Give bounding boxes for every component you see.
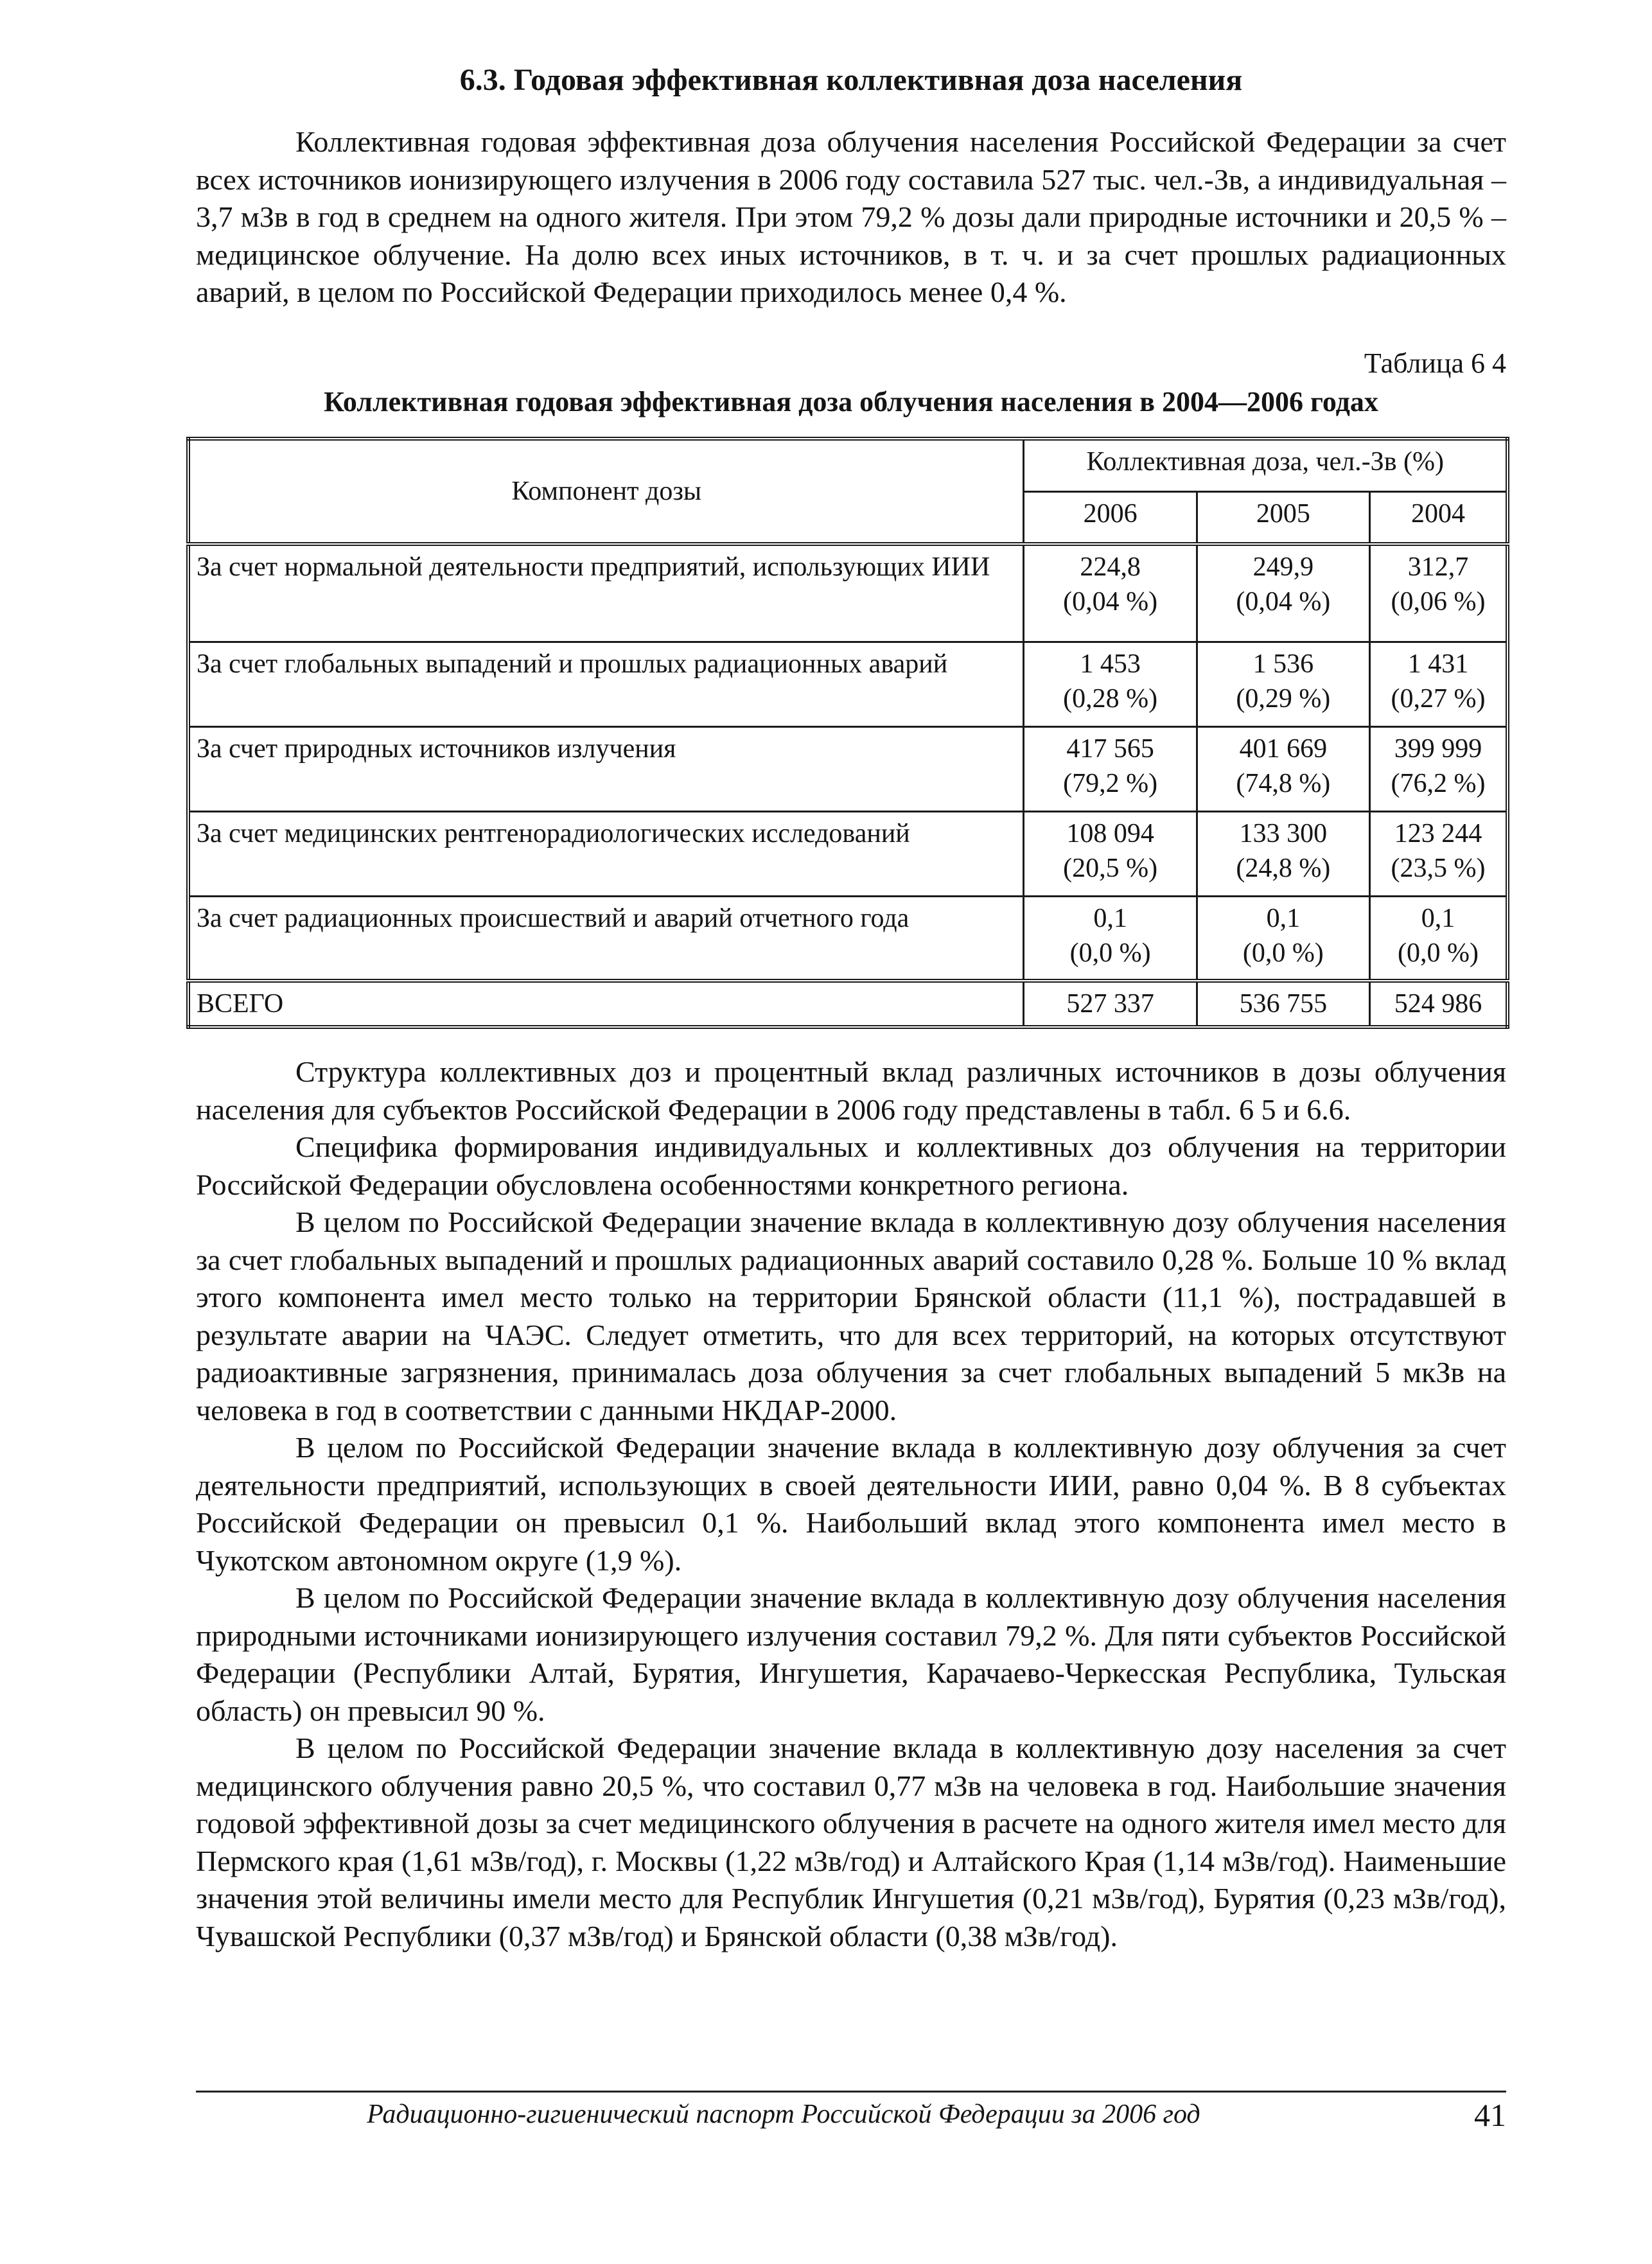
total-label: ВСЕГО: [188, 981, 1024, 1027]
value-cell: 1 431 (0,27 %): [1369, 642, 1507, 726]
footer-title: Радиационно-гигиенический паспорт Российской Федерации за 2006 год: [367, 2100, 1200, 2129]
paragraph: В целом по Российской Федерации значение вклада в коллективную дозу облучения за счет деятельности предприятий, использующих в своей деятельности ИИИ, равно 0,04 %. В 8 субъектах Российской Федерации он превысил 0,1 %. Наибольший вклад этого компонента имел место в Чукотском автономном округе (1,9 %).: [196, 1431, 1506, 1577]
value-cell: 0,1 (0,0 %): [1197, 896, 1369, 981]
total-value: 524 986: [1369, 981, 1507, 1027]
column-header-year: 2006: [1024, 491, 1197, 544]
value-cell: 224,8 (0,04 %): [1024, 544, 1197, 642]
intro-paragraph: Коллективная годовая эффективная доза облучения населения Российской Федерации за счет всех источников ионизирующего излучения в 2006 году составила 527 тыс. чел.-Зв, а индивидуальная – 3,7 мЗв в год в среднем на одного жителя. При этом 79,2 % дозы дали природные источники и 20,5 % – медицинское облучение. На долю всех иных источников, в т. ч. и за счет прошлых радиационных аварий, в целом по Российской Федерации приходилось менее 0,4 %.: [196, 125, 1506, 308]
column-header-component: Компонент дозы: [188, 439, 1024, 544]
table-header-row: [188, 439, 1507, 491]
intro-block: [196, 123, 1506, 312]
value-cell: 401 669 (74,8 %): [1197, 726, 1369, 811]
table-total-row: [188, 981, 1507, 1027]
paragraph: В целом по Российской Федерации значение вклада в коллективную дозу населения за счет медицинского облучения равно 20,5 %, что составил 0,77 мЗв на человека в год. Наибольшие значения годовой эффективной дозы за счет медицинского облучения в расчете на одного жителя имел место для Пермского края (1,61 мЗв/год), г. Москвы (1,22 мЗв/год) и Алтайского Края (1,14 мЗв/год). Наименьшие значения этой величины имели место для Республик Ингушетия (0,21 мЗв/год), Бурятия (0,23 мЗв/год), Чувашской Республики (0,37 мЗв/год) и Брянской области (0,38 мЗв/год).: [196, 1732, 1506, 1952]
row-label: За счет нормальной деятельности предприятий, использующих ИИИ: [188, 544, 1024, 642]
value-cell: 1 453 (0,28 %): [1024, 642, 1197, 726]
dose-table: [186, 437, 1509, 1029]
value-cell: 312,7 (0,06 %): [1369, 544, 1507, 642]
body-text: [196, 1053, 1506, 1955]
row-label: За счет радиационных происшествий и аварий отчетного года: [188, 896, 1024, 981]
table-row: [188, 544, 1507, 642]
table-row: [188, 896, 1507, 981]
value-cell: 417 565 (79,2 %): [1024, 726, 1197, 811]
table-row: [188, 811, 1507, 896]
value-cell: 108 094 (20,5 %): [1024, 811, 1197, 896]
table-row: [188, 642, 1507, 726]
row-label: За счет природных источников излучения: [188, 726, 1024, 811]
column-header-year: 2004: [1369, 491, 1507, 544]
footer-rule: [196, 2091, 1506, 2093]
value-cell: 0,1 (0,0 %): [1024, 896, 1197, 981]
paragraph: В целом по Российской Федерации значение вклада в коллективную дозу облучения населения природными источниками ионизирующего излучения составил 79,2 %. Для пяти субъектов Российской Федерации (Республики Алтай, Бурятия, Ингушетия, Карачаево-Черкесская Республика, Тульская область) он превысил 90 %.: [196, 1581, 1506, 1727]
table-row: [188, 726, 1507, 811]
row-label: За счет медицинских рентгенорадиологических исследований: [188, 811, 1024, 896]
row-label: За счет глобальных выпадений и прошлых радиационных аварий: [188, 642, 1024, 726]
value-cell: 0,1 (0,0 %): [1369, 896, 1507, 981]
value-cell: 249,9 (0,04 %): [1197, 544, 1369, 642]
value-cell: 1 536 (0,29 %): [1197, 642, 1369, 726]
total-value: 536 755: [1197, 981, 1369, 1027]
table-caption: Коллективная годовая эффективная доза облучения населения в 2004—2006 годах: [324, 386, 1378, 417]
column-header-group: Коллективная доза, чел.-Зв (%): [1024, 439, 1507, 491]
paragraph: Специфика формирования индивидуальных и коллективных доз облучения на территории Российской Федерации обусловлена особенностями конкретного региона.: [196, 1130, 1506, 1201]
paragraph: Структура коллективных доз и процентный вклад различных источников в дозы облучения населения для субъектов Российской Федерации в 2006 году представлены в табл. 6 5 и 6.6.: [196, 1055, 1506, 1126]
value-cell: 123 244 (23,5 %): [1369, 811, 1507, 896]
total-value: 527 337: [1024, 981, 1197, 1027]
table-number: Таблица 6 4: [1364, 347, 1506, 379]
value-cell: 133 300 (24,8 %): [1197, 811, 1369, 896]
paragraph: В целом по Российской Федерации значение вклада в коллективную дозу облучения населения за счет глобальных выпадений и прошлых радиационных аварий составило 0,28 %. Больше 10 % вклад этого компонента имел место только на территории Брянской области (11,1 %), пострадавшей в результате аварии на ЧАЭС. Следует отметить, что для всех территорий, на которых отсутствуют радиоактивные загрязнения, принималась доза облучения за счет глобальных выпадений 5 мкЗв на человека в год в соответствии с данными НКДАР-2000.: [196, 1206, 1506, 1426]
page-number: 41: [1474, 2097, 1506, 2133]
section-heading: 6.3. Годовая эффективная коллективная доза населения: [459, 63, 1243, 97]
value-cell: 399 999 (76,2 %): [1369, 726, 1507, 811]
column-header-year: 2005: [1197, 491, 1369, 544]
